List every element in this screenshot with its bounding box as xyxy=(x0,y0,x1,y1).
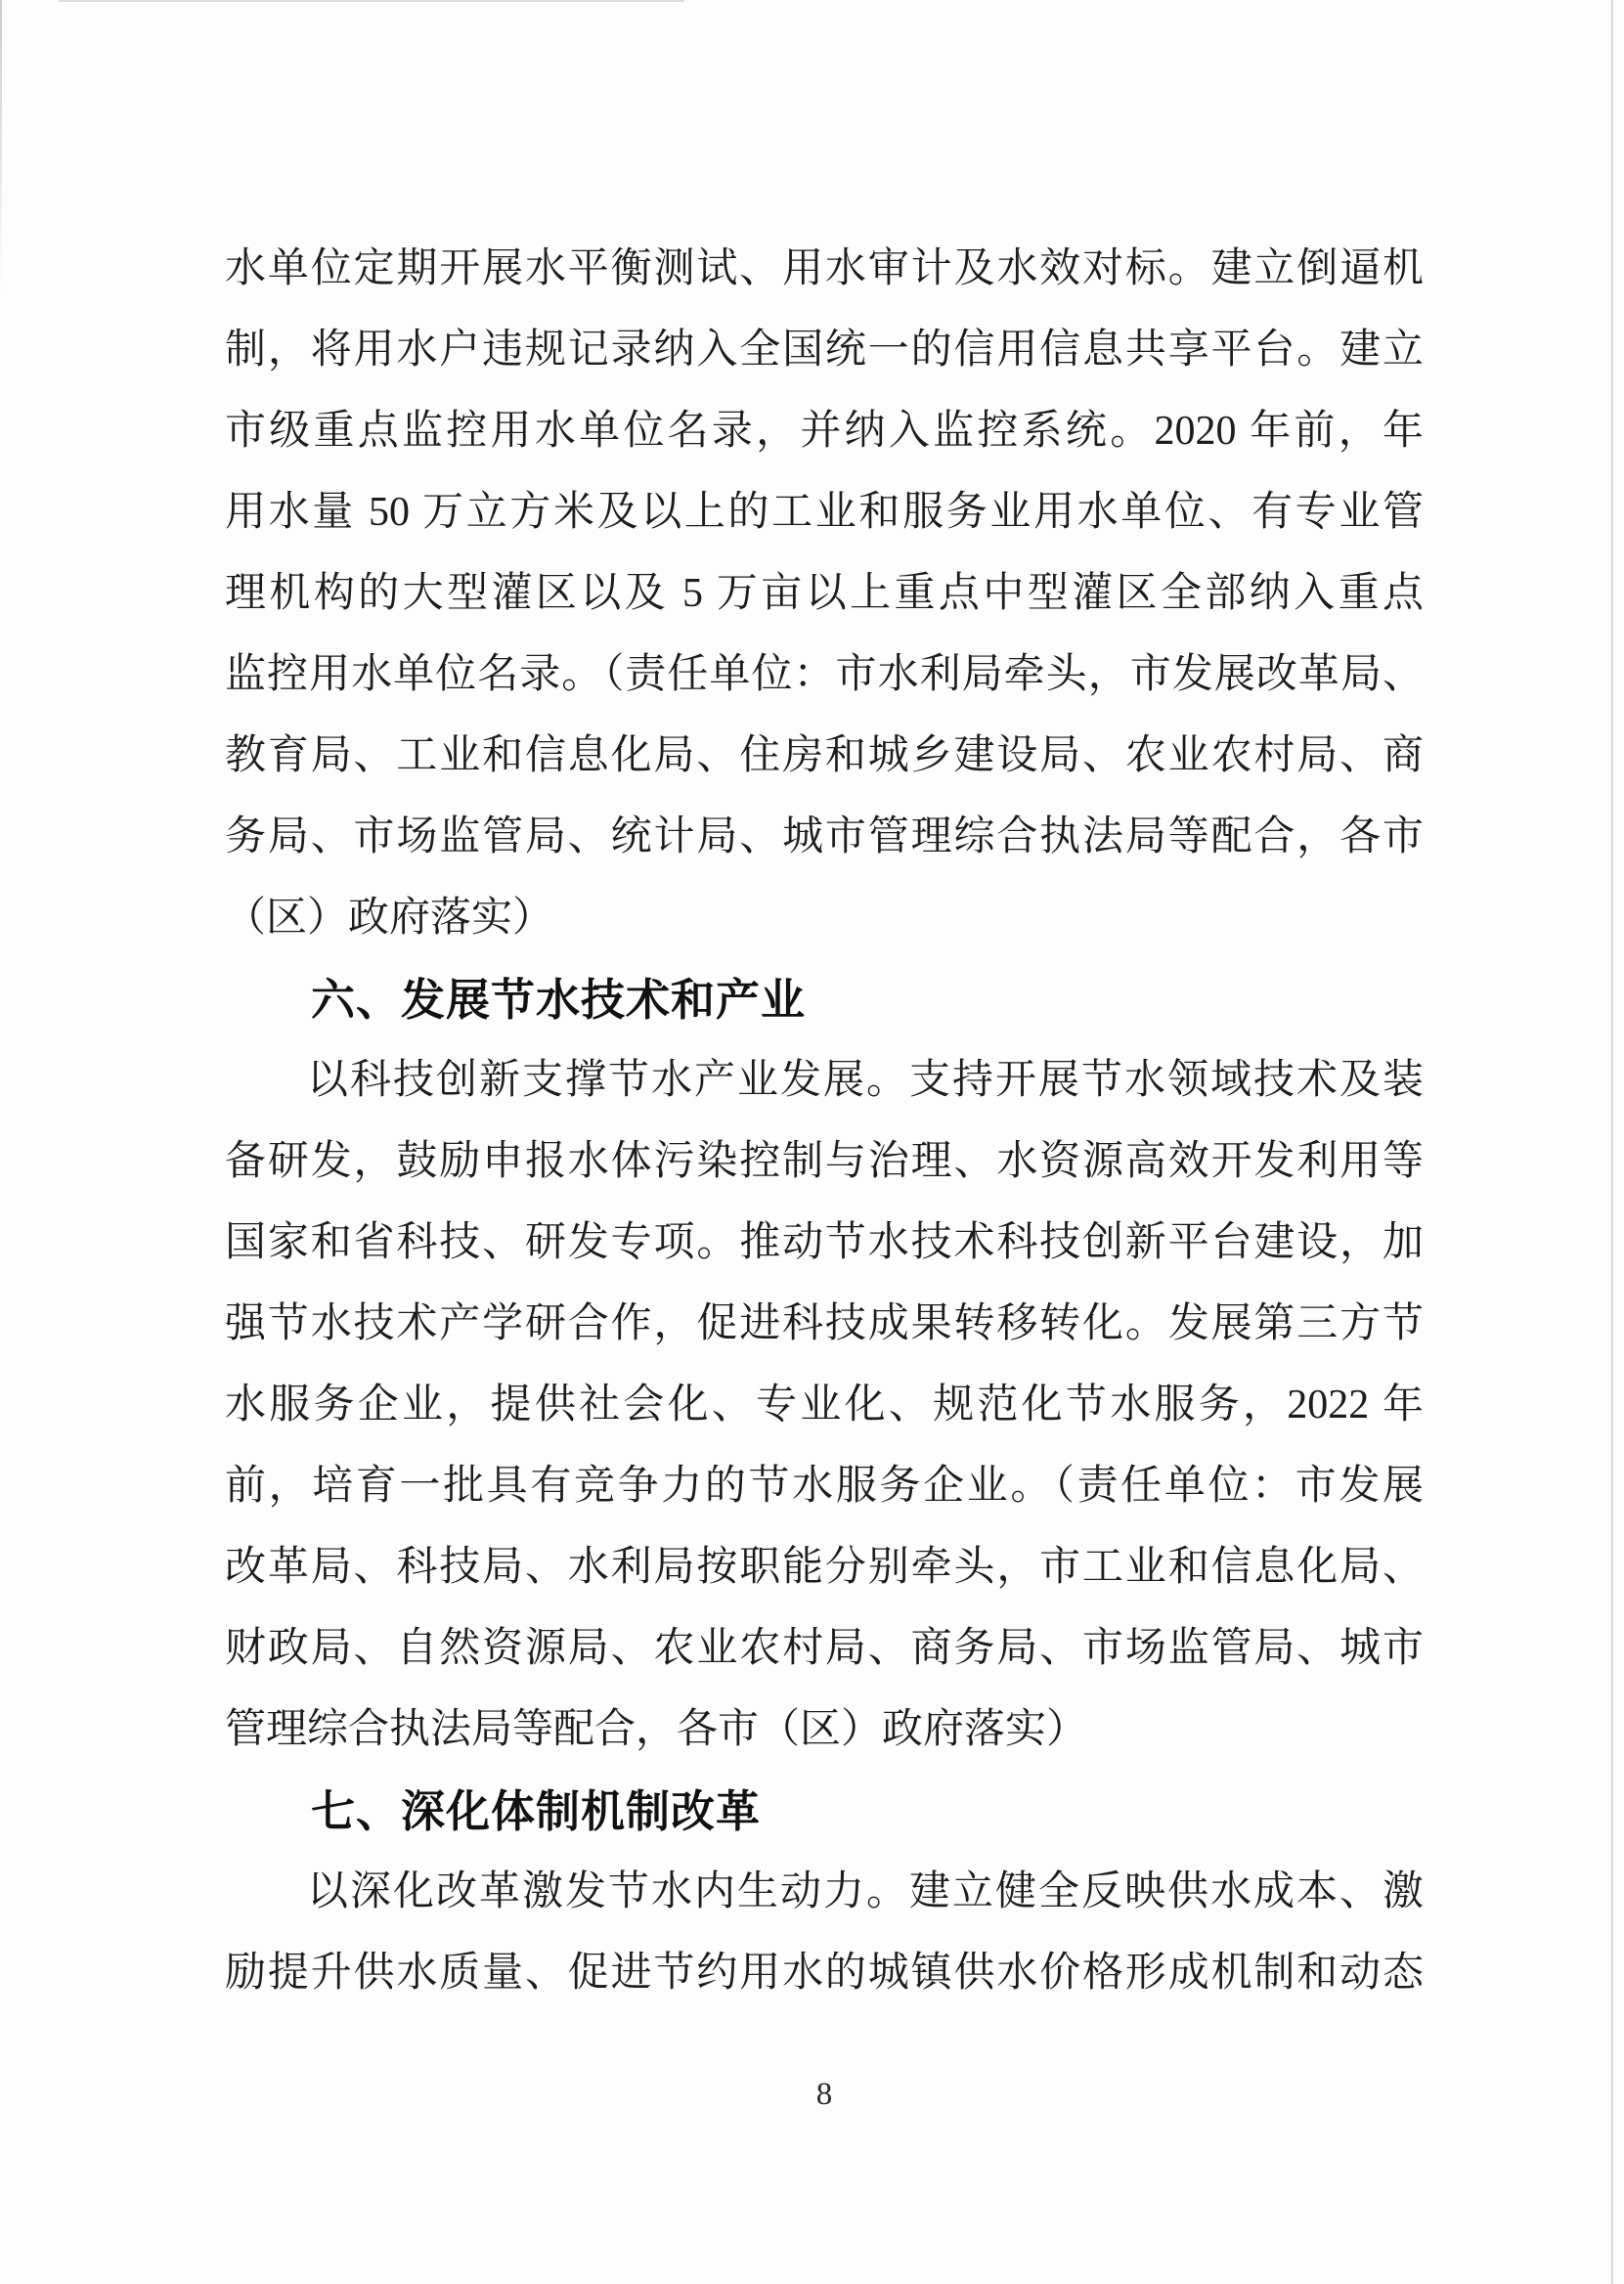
scan-edge-right xyxy=(1611,0,1613,2284)
scan-edge-left xyxy=(0,0,2,293)
paragraph-first-line: 以深化改革激发节水内生动力。建立健全反映供水成本、激 xyxy=(307,1869,1424,1914)
page-number: 8 xyxy=(815,2077,833,2112)
text-line: 制，将用水户违规记录纳入全国统一的信用信息共享平台。建立 xyxy=(225,328,1424,373)
paragraph-last-line: 管理综合执法局等配合，各市（区）政府落实） xyxy=(225,1707,1088,1752)
text-line: 国家和省科技、研发专项。推动节水技术科技创新平台建设，加 xyxy=(225,1220,1424,1265)
text-line: 财政局、自然资源局、农业农村局、商务局、市场监管局、城市 xyxy=(225,1626,1424,1671)
scan-edge-top xyxy=(59,0,684,2)
text-line: 理机构的大型灌区以及 5 万亩以上重点中型灌区全部纳入重点 xyxy=(225,571,1424,616)
text-line: 改革局、科技局、水利局按职能分别牵头，市工业和信息化局、 xyxy=(225,1545,1424,1590)
text-line: 水服务企业，提供社会化、专业化、规范化节水服务，2022 年 xyxy=(225,1383,1424,1428)
document-body xyxy=(225,229,1424,2014)
paragraph-first-line: 以科技创新支撑节水产业发展。支持开展节水领域技术及装 xyxy=(307,1058,1424,1103)
text-line: 市级重点监控用水单位名录，并纳入监控系统。2020 年前，年 xyxy=(225,409,1424,454)
text-line: 用水量 50 万立方米及以上的工业和服务业用水单位、有专业管 xyxy=(225,490,1424,535)
text-line: 前，培育一批具有竞争力的节水服务企业。（责任单位：市发展 xyxy=(225,1464,1424,1509)
section-heading-six: 六、发展节水技术和产业 xyxy=(311,975,807,1025)
section-heading-seven: 七、深化体制机制改革 xyxy=(311,1786,762,1836)
text-line: 备研发，鼓励申报水体污染控制与治理、水资源高效开发利用等 xyxy=(225,1139,1424,1184)
text-line: 强节水技术产学研合作，促进科技成果转移转化。发展第三方节 xyxy=(225,1301,1424,1346)
text-line: 监控用水单位名录。（责任单位：市水利局牵头，市发展改革局、 xyxy=(225,652,1424,697)
text-line: 教育局、工业和信息化局、住房和城乡建设局、农业农村局、商 xyxy=(225,733,1424,778)
text-line: 务局、市场监管局、统计局、城市管理综合执法局等配合，各市 xyxy=(225,814,1424,859)
paragraph-last-line: （区）政府落实） xyxy=(225,896,554,941)
text-line: 励提升供水质量、促进节约用水的城镇供水价格形成机制和动态 xyxy=(225,1951,1424,1996)
text-line: 水单位定期开展水平衡测试、用水审计及水效对标。建立倒逼机 xyxy=(225,246,1424,291)
